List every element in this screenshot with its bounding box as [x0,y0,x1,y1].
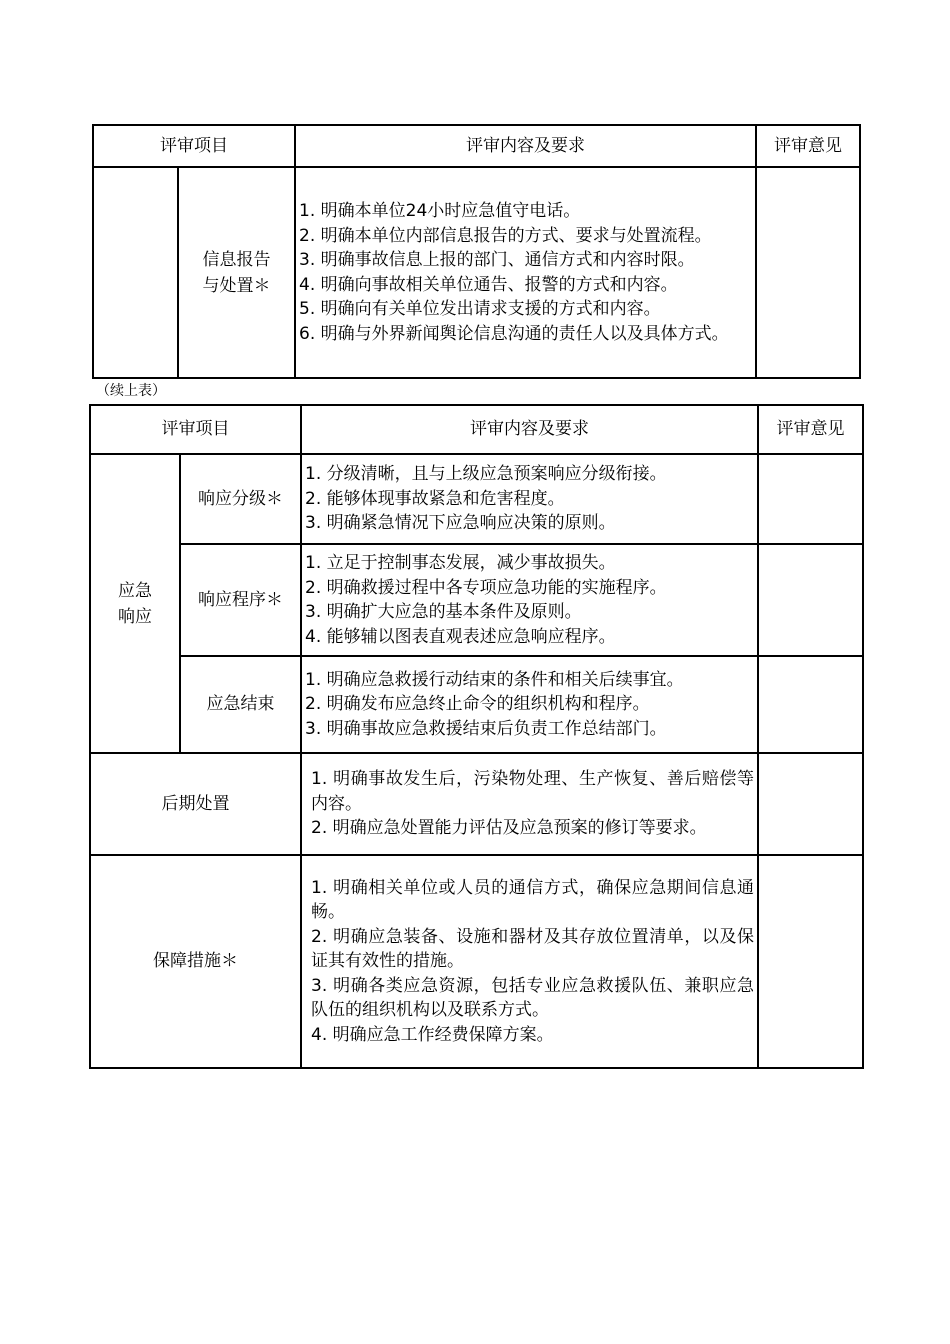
opinion-cell[interactable] [758,656,863,753]
requirement-line: 3. 明确各类应急资源，包括专业应急救援队伍、兼职应急队伍的组织机构以及联系方式。 [311,975,754,1021]
requirement-line: 5. 明确向有关单位发出请求支援的方式和内容。 [299,299,661,319]
requirement-line: 1. 分级清晰，且与上级应急预案响应分级衔接。 [305,464,667,485]
category-cell [93,167,178,378]
requirement-line: 1. 明确相关单位或人员的通信方式，确保应急期间信息通畅。 [311,877,754,923]
sub-item-response-level: 响应分级＊ [180,454,301,544]
category-emergency-response [90,454,180,753]
requirement-line: 2. 明确应急装备、设施和器材及其存放位置清单，以及保证其有效性的措施。 [311,926,754,972]
header-review-opinion: 评审意见 [758,405,863,454]
requirement-line: 2. 明确应急处置能力评估及应急预案的修订等要求。 [311,818,707,839]
requirement-line: 1. 明确本单位24小时应急值守电话。 [299,201,581,221]
sub-item-response-procedure: 响应程序＊ [180,544,301,656]
opinion-cell[interactable] [758,544,863,656]
requirement-line: 4. 明确向事故相关单位通告、报警的方式和内容。 [299,274,678,295]
requirement-line: 2. 明确救援过程中各专项应急功能的实施程序。 [305,577,667,598]
requirements-info-report [295,167,756,378]
sub-item-info-report [178,167,295,378]
review-table-2 [89,404,864,1069]
requirement-line: 4. 能够辅以图表直观表述应急响应程序。 [305,626,616,647]
opinion-cell[interactable] [758,753,863,855]
requirement-line: 2. 明确本单位内部信息报告的方式、要求与处置流程。 [299,225,712,246]
requirements-aftermath [301,753,758,855]
header-review-content: 评审内容及要求 [295,125,756,167]
opinion-cell[interactable] [758,454,863,544]
requirement-line: 2. 明确发布应急终止命令的组织机构和程序。 [305,694,650,715]
requirement-line: 3. 明确事故信息上报的部门、通信方式和内容时限。 [299,250,695,270]
requirements-emergency-end [301,656,758,753]
sub-item-label: 信息报告与处置＊ [202,249,271,296]
requirements-response-procedure [301,544,758,656]
header-review-opinion: 评审意见 [756,125,860,167]
requirement-line: 1. 明确事故发生后，污染物处理、生产恢复、善后赔偿等内容。 [311,769,754,814]
header-review-item: 评审项目 [90,405,301,454]
category-label: 应急响应 [118,580,152,627]
requirement-line: 2. 能够体现事故紧急和危害程度。 [305,488,565,509]
item-safeguards: 保障措施＊ [90,855,301,1068]
requirement-line: 3. 明确事故应急救援结束后负责工作总结部门。 [305,718,667,739]
requirement-line: 6. 明确与外界新闻舆论信息沟通的责任人以及具体方式。 [299,323,729,344]
header-review-content: 评审内容及要求 [301,405,758,454]
continued-label: （续上表） [96,383,166,399]
requirement-line: 3. 明确扩大应急的基本条件及原则。 [305,602,582,622]
requirement-line: 1. 明确应急救援行动结束的条件和相关后续事宜。 [305,669,684,690]
requirement-line: 4. 明确应急工作经费保障方案。 [311,1024,554,1045]
requirement-line: 1. 立足于控制事态发展，减少事故损失。 [305,553,616,573]
requirements-response-level [301,454,758,544]
header-review-item: 评审项目 [93,125,295,167]
item-aftermath: 后期处置 [90,753,301,855]
requirements-safeguards [301,855,758,1068]
opinion-cell[interactable] [758,855,863,1068]
requirement-line: 3. 明确紧急情况下应急响应决策的原则。 [305,513,616,534]
review-table-1 [92,124,861,379]
sub-item-emergency-end: 应急结束 [180,656,301,753]
opinion-cell[interactable] [756,167,860,378]
